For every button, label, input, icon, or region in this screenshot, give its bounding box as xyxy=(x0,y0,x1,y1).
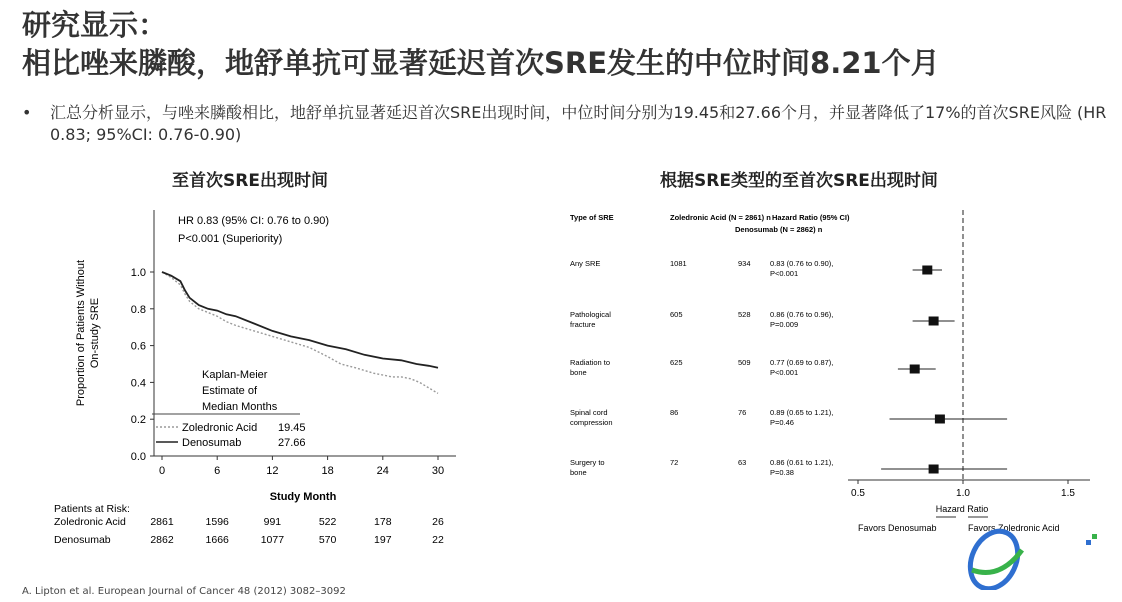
km-legend-median-za: 19.45 xyxy=(278,422,306,434)
forest-x-tick-label: 1.0 xyxy=(956,488,970,499)
km-x-tick-label: 0 xyxy=(158,465,166,477)
forest-point-estimate xyxy=(935,415,945,424)
title-line-2: 相比唑来膦酸，地舒单抗可显著延迟首次SRE发生的中位时间8.21个月 xyxy=(22,46,940,80)
forest-row-type: Radiation to xyxy=(570,358,611,367)
summary-bullet xyxy=(22,102,1112,146)
km-legend-median-dmab: 27.66 xyxy=(278,437,306,449)
bullet-text: 汇总分析显示，与唑来膦酸相比，地舒单抗显著延迟首次SRE出现时间，中位时间分别为19.45和27.66个月，并显著降低了17%的首次SRE风险 (HR 0.83; 95%CI: 0.76-0.90) xyxy=(50,103,1107,144)
km-annotation-hr: HR 0.83 (95% CI: 0.76 to 0.90) xyxy=(178,215,330,227)
forest-row-type: Pathological xyxy=(570,310,611,319)
forest-xlabel: Hazard Ratio xyxy=(935,504,989,514)
km-y-tick-label: 0.2 xyxy=(130,414,146,427)
forest-row-dmab-n: 63 xyxy=(738,458,747,467)
forest-row-dmab-n: 934 xyxy=(738,259,751,268)
km-at-risk-table xyxy=(54,503,444,546)
km-at-risk-cell: 26 xyxy=(432,516,444,528)
km-at-risk-cell: 522 xyxy=(318,516,337,528)
km-x-tick-label: 30 xyxy=(431,465,445,477)
forest-row-dmab-n: 76 xyxy=(738,408,747,417)
bullet-dot-icon: • xyxy=(22,103,32,122)
km-y-tick-label: 1.0 xyxy=(130,267,146,279)
km-at-risk-row-dmab-name: Denosumab xyxy=(54,534,111,546)
forest-x-tick-label: 0.5 xyxy=(851,488,865,499)
forest-row-za-n: 1081 xyxy=(670,259,687,268)
forest-rows xyxy=(570,259,1007,477)
forest-row-p-text: P<0.001 xyxy=(770,269,799,278)
km-ylabel-line-1: Proportion of Patients Without xyxy=(75,259,87,407)
forest-row-type-cont: compression xyxy=(570,418,613,427)
km-chart xyxy=(40,198,490,558)
km-legend-title-1: Kaplan-Meier xyxy=(202,369,268,381)
km-at-risk-cell: 1596 xyxy=(205,516,229,528)
km-y-tick-label: 0.4 xyxy=(130,377,146,390)
km-legend-label-dmab: Denosumab xyxy=(182,437,242,449)
header-type: Type of SRE xyxy=(570,213,614,222)
forest-point-estimate xyxy=(922,266,932,275)
forest-row-p-text: P=0.009 xyxy=(770,320,799,329)
km-series-line-denosumab xyxy=(162,272,438,368)
km-at-risk-cell: 2861 xyxy=(150,516,174,528)
header-za: Zoledronic Acid (N = 2861) n xyxy=(670,213,771,222)
header-dmab: Denosumab (N = 2862) n xyxy=(735,225,823,234)
km-legend-title-2: Estimate of xyxy=(202,385,258,397)
forest-row-hr-text: 0.86 (0.61 to 1.21), xyxy=(770,458,834,467)
right-chart-subtitle: 根据SRE类型的至首次SRE出现时间 xyxy=(660,171,938,191)
km-x-tick-label: 18 xyxy=(321,465,334,477)
header-hr: Hazard Ratio (95% CI) xyxy=(772,213,850,222)
forest-row-za-n: 72 xyxy=(670,458,679,467)
forest-row-hr-text: 0.89 (0.65 to 1.21), xyxy=(770,408,834,417)
favors-right-label: Favors Zoledronic Acid xyxy=(968,523,1060,533)
km-x-tick-label: 12 xyxy=(266,465,279,477)
forest-row-hr-text: 0.83 (0.76 to 0.90), xyxy=(770,259,834,268)
km-y-tick-label: 0.0 xyxy=(130,451,146,463)
forest-row-za-n: 605 xyxy=(670,310,683,319)
km-at-risk-cell: 570 xyxy=(318,534,337,546)
km-y-tick-label: 0.6 xyxy=(130,340,146,353)
forest-row-dmab-n: 528 xyxy=(738,310,751,319)
km-at-risk-cell: 197 xyxy=(374,534,392,546)
km-legend-title-3: Median Months xyxy=(202,401,278,413)
forest-row-type-cont: fracture xyxy=(570,320,596,329)
km-at-risk-cell: 178 xyxy=(374,516,392,528)
forest-plot xyxy=(560,200,1100,540)
forest-axis xyxy=(848,210,1090,499)
km-at-risk-cell: 991 xyxy=(263,516,282,528)
forest-row-type-cont: bone xyxy=(570,368,587,377)
favors-left-label: Favors Denosumab xyxy=(858,523,937,533)
forest-headers xyxy=(570,213,850,234)
km-y-tick-label: 0.8 xyxy=(130,303,146,316)
km-at-risk-cell: 2862 xyxy=(150,534,174,546)
km-legend xyxy=(152,369,306,449)
brand-logo-icon xyxy=(960,520,1100,590)
km-at-risk-cell: 22 xyxy=(432,534,444,546)
km-at-risk-cell: 1666 xyxy=(205,534,229,546)
km-xlabel: Study Month xyxy=(269,491,337,503)
forest-row-p-text: P=0.46 xyxy=(770,418,794,427)
km-legend-label-za: Zoledronic Acid xyxy=(182,422,258,434)
forest-x-tick-label: 1.5 xyxy=(1061,488,1075,499)
km-at-risk-cell: 1077 xyxy=(260,534,285,546)
forest-point-estimate xyxy=(929,317,939,326)
forest-row-type: Spinal cord xyxy=(570,408,608,417)
forest-row-p-text: P<0.001 xyxy=(770,368,799,377)
citation: A. Lipton et al. European Journal of Cancer 48 (2012) 3082–3092 xyxy=(22,586,346,597)
forest-row-za-n: 86 xyxy=(670,408,679,417)
forest-row-hr-text: 0.86 (0.76 to 0.96), xyxy=(770,310,834,319)
forest-row-hr-text: 0.77 (0.69 to 0.87), xyxy=(770,358,834,367)
forest-row-dmab-n: 509 xyxy=(738,358,751,367)
slide-title xyxy=(22,6,940,82)
forest-row-type: Any SRE xyxy=(570,259,601,268)
forest-point-estimate xyxy=(910,365,920,374)
forest-row-type: Surgery to xyxy=(570,458,605,467)
left-chart-subtitle: 至首次SRE出现时间 xyxy=(172,171,328,191)
km-annotation-p: P<0.001 (Superiority) xyxy=(178,233,283,245)
forest-row-type-cont: bone xyxy=(570,468,587,477)
forest-row-p-text: P=0.38 xyxy=(770,468,794,477)
title-line-1: 研究显示： xyxy=(22,8,168,42)
km-x-tick-label: 6 xyxy=(214,465,221,477)
forest-row-za-n: 625 xyxy=(670,358,683,367)
km-at-risk-label: Patients at Risk: xyxy=(54,503,130,515)
forest-point-estimate xyxy=(929,465,939,474)
km-ylabel xyxy=(75,260,101,406)
km-ylabel-line-2: On-study SRE xyxy=(89,297,101,369)
km-x-tick-label: 24 xyxy=(376,465,389,477)
km-at-risk-row-za-name: Zoledronic Acid xyxy=(54,516,126,528)
